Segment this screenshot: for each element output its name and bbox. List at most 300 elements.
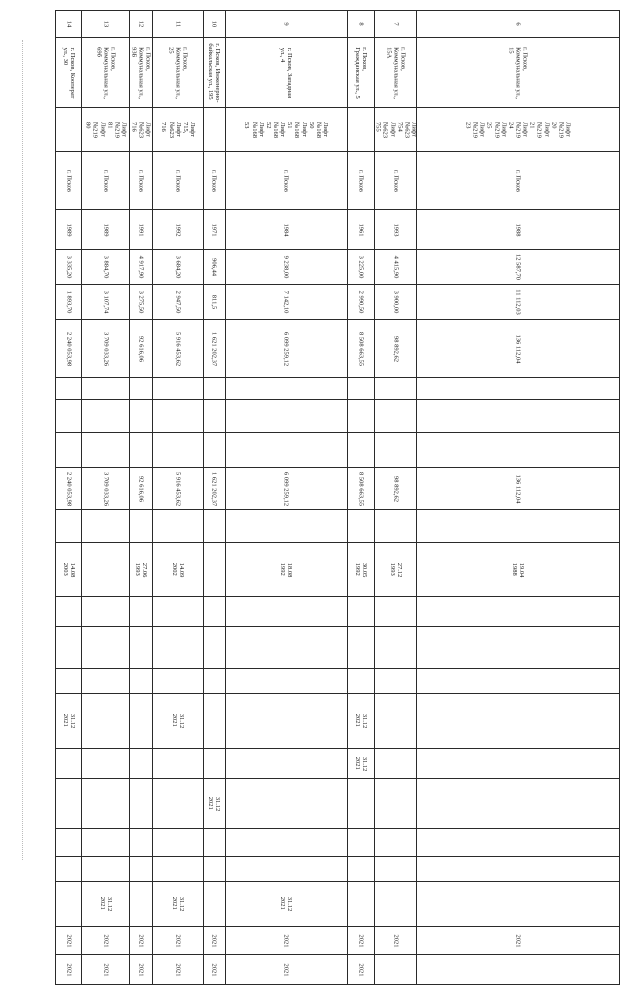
- cell-text: 2021: [174, 934, 182, 947]
- row-number: 6: [514, 22, 522, 26]
- cell-text: 2 990,50: [357, 290, 365, 314]
- cell-text: 136 112,04: [514, 473, 522, 504]
- cell-text: Лифт №219 81 Лифт №219 80: [84, 121, 128, 138]
- address-text: г. Псков, Гражданская ул., 5: [353, 46, 368, 99]
- cell-text: г. Псков: [282, 169, 290, 192]
- cell-text: 2 240 053,98: [65, 331, 73, 366]
- table-cell: [203, 378, 225, 400]
- table-cell: [82, 400, 130, 433]
- table-cell: [226, 510, 348, 543]
- table-cell: [203, 400, 225, 433]
- cell-text: 5 916 453,62: [174, 331, 182, 366]
- table-cell: [226, 433, 348, 468]
- table-cell: [153, 857, 204, 882]
- cell-text: 27.12 1993: [388, 562, 403, 577]
- cell-text: г. Псков: [65, 169, 73, 192]
- address-text: г. Псков, Коммунальная ул., 69б: [95, 46, 117, 99]
- row-number: 12: [137, 20, 145, 28]
- table-row: [56, 669, 620, 694]
- cell-text: г. Псков: [210, 169, 218, 192]
- cell-text: 18.08 1992: [279, 562, 294, 577]
- table-cell: [153, 882, 204, 927]
- table-cell: [374, 152, 417, 210]
- cell-text: 31.12 2021: [207, 796, 222, 811]
- cell-text: 7 142,10: [282, 290, 290, 314]
- table-cell: [82, 882, 130, 927]
- row-number: 14: [65, 20, 73, 28]
- table-cell: [226, 694, 348, 749]
- cell-text: 31.12 2021: [353, 713, 368, 729]
- table-cell: [56, 857, 82, 882]
- table-cell: [347, 882, 374, 927]
- table-row: [56, 108, 620, 152]
- cell-text: 31.12 2021: [170, 713, 186, 729]
- table-cell: [56, 779, 82, 829]
- table-cell: [56, 669, 82, 694]
- table-cell: [82, 749, 130, 779]
- address-text: г. Псков, Кооперат ул., 30: [61, 47, 76, 98]
- table-cell: [153, 285, 204, 320]
- table-cell: [374, 320, 417, 378]
- table-cell: [226, 108, 348, 152]
- table-cell: [129, 11, 152, 38]
- table-cell: [417, 694, 620, 749]
- table-cell: [82, 955, 130, 985]
- cell-text: 8 508 663,55: [357, 471, 365, 506]
- table-cell: [374, 882, 417, 927]
- table-cell: [203, 38, 225, 108]
- cell-text: 2 947,50: [174, 290, 182, 314]
- table-cell: [129, 955, 152, 985]
- table-cell: [82, 627, 130, 669]
- cell-text: 2021: [174, 963, 182, 976]
- table-cell: [129, 152, 152, 210]
- table-cell: [347, 669, 374, 694]
- cell-text: 1 893,70: [65, 290, 73, 314]
- cell-text: 1988: [514, 223, 522, 236]
- cell-text: 4 415,90: [392, 255, 400, 279]
- table-cell: [226, 627, 348, 669]
- row-number: 8: [357, 22, 365, 26]
- table-row: [56, 510, 620, 543]
- table-cell: [153, 400, 204, 433]
- table-cell: [226, 152, 348, 210]
- table-cell: [226, 882, 348, 927]
- table-row: [56, 597, 620, 627]
- table-cell: [226, 378, 348, 400]
- table-cell: [56, 108, 82, 152]
- table-cell: [374, 11, 417, 38]
- table-cell: [226, 779, 348, 829]
- table-cell: [374, 829, 417, 857]
- table-cell: [417, 510, 620, 543]
- row-number: 13: [102, 20, 110, 28]
- table-cell: [203, 669, 225, 694]
- cell-text: 3 900,00: [392, 290, 400, 314]
- table-row: [56, 433, 620, 468]
- table-cell: [56, 285, 82, 320]
- cell-text: 31.12 2021: [170, 896, 186, 912]
- cell-text: 6 099 259,12: [282, 471, 290, 506]
- table-cell: [347, 627, 374, 669]
- table-cell: [129, 250, 152, 285]
- table-row: [56, 468, 620, 510]
- address-text: г. Псков, Коммунальная ул., 15А: [385, 46, 407, 99]
- table-cell: [153, 468, 204, 510]
- table-cell: [129, 433, 152, 468]
- table-row: [56, 250, 620, 285]
- address-text: г. Псков, Западная ул., 4: [279, 47, 294, 98]
- table-cell: [56, 749, 82, 779]
- table-cell: [129, 400, 152, 433]
- cell-text: 3 335,20: [65, 255, 73, 279]
- cell-text: 3 709 033,26: [102, 331, 110, 366]
- cell-text: 6 099 259,12: [282, 331, 290, 366]
- table-cell: [347, 152, 374, 210]
- table-cell: [347, 543, 374, 597]
- cell-text: г. Псков: [514, 169, 522, 192]
- table-cell: [203, 829, 225, 857]
- table-cell: [203, 857, 225, 882]
- table-cell: [153, 108, 204, 152]
- table-cell: [417, 927, 620, 955]
- row-number: 10: [210, 20, 218, 28]
- table-cell: [203, 882, 225, 927]
- cell-text: 136 112,04: [514, 333, 522, 364]
- row-number: 11: [174, 20, 182, 28]
- table-cell: [129, 378, 152, 400]
- table-cell: [417, 210, 620, 250]
- table-cell: [153, 11, 204, 38]
- table-cell: [417, 378, 620, 400]
- cell-text: Лифт №219 20 Лифт №219 21 Лифт №219 24 Лифт №219 25 Лифт №219 23: [464, 121, 572, 138]
- table-cell: [347, 829, 374, 857]
- cell-text: 811,5: [210, 294, 218, 310]
- table-cell: [129, 829, 152, 857]
- table-cell: [203, 694, 225, 749]
- table-cell: [82, 152, 130, 210]
- table-cell: [153, 597, 204, 627]
- table-cell: [56, 400, 82, 433]
- table-cell: [129, 210, 152, 250]
- table-cell: [203, 779, 225, 829]
- table-cell: [56, 829, 82, 857]
- table-row: [56, 285, 620, 320]
- table-row: [56, 955, 620, 985]
- table-cell: [417, 250, 620, 285]
- table-cell: [129, 669, 152, 694]
- row-number: 9: [282, 22, 290, 26]
- cell-text: 1 621 202,37: [210, 331, 218, 366]
- table-cell: [226, 11, 348, 38]
- table-cell: [82, 378, 130, 400]
- cell-text: 31.12 2021: [61, 713, 76, 729]
- table-cell: [153, 779, 204, 829]
- table-cell: [417, 152, 620, 210]
- table-cell: [129, 779, 152, 829]
- table-cell: [417, 857, 620, 882]
- table-cell: [203, 510, 225, 543]
- table-cell: [374, 510, 417, 543]
- table-cell: [129, 597, 152, 627]
- address-text: г. Псков, Коммунальная ул., 93Б: [130, 46, 152, 99]
- table-cell: [347, 38, 374, 108]
- table-cell: [129, 543, 152, 597]
- cell-text: 31.12 2021: [279, 896, 294, 912]
- table-cell: [56, 38, 82, 108]
- table-cell: [82, 857, 130, 882]
- table-cell: [153, 320, 204, 378]
- table-cell: [226, 285, 348, 320]
- table-cell: [203, 627, 225, 669]
- table-row: [56, 400, 620, 433]
- table-cell: [226, 857, 348, 882]
- cell-text: 98 892,62: [392, 475, 400, 502]
- table-cell: [56, 152, 82, 210]
- cell-text: 2021: [210, 963, 218, 976]
- cell-text: 98 892,62: [392, 335, 400, 362]
- table-cell: [153, 378, 204, 400]
- table-cell: [417, 11, 620, 38]
- cell-text: г. Псков: [357, 169, 365, 192]
- table-row: [56, 11, 620, 38]
- cell-text: 14.09 2002: [170, 562, 186, 577]
- table-cell: [417, 749, 620, 779]
- table-cell: [374, 378, 417, 400]
- table-cell: [203, 543, 225, 597]
- table-cell: [347, 779, 374, 829]
- cell-text: 1 621 202,37: [210, 471, 218, 506]
- cell-text: 3 684,20: [174, 255, 182, 279]
- cell-text: Лифт №623 754 Лифт №623 755: [374, 121, 418, 138]
- table-cell: [226, 400, 348, 433]
- cell-text: 2021: [102, 934, 110, 947]
- row-number: 7: [392, 22, 400, 26]
- table-cell: [82, 829, 130, 857]
- table-cell: [226, 669, 348, 694]
- cell-text: 30.05 1992: [353, 562, 368, 577]
- table-cell: [347, 857, 374, 882]
- cell-text: 31.12 2021: [98, 896, 113, 912]
- cell-text: 92 616,06: [137, 335, 145, 362]
- table-cell: [82, 927, 130, 955]
- table-cell: [417, 882, 620, 927]
- table-cell: [417, 627, 620, 669]
- table-cell: [417, 38, 620, 108]
- table-cell: [56, 468, 82, 510]
- table-cell: [56, 543, 82, 597]
- table-cell: [153, 433, 204, 468]
- table-cell: [374, 955, 417, 985]
- table-cell: [56, 433, 82, 468]
- table-cell: [347, 320, 374, 378]
- table-cell: [226, 320, 348, 378]
- table-cell: [153, 927, 204, 955]
- table-cell: [347, 400, 374, 433]
- table-cell: [82, 11, 130, 38]
- table-cell: [82, 669, 130, 694]
- cell-text: Лифт №623 716: [130, 121, 152, 138]
- table-cell: [82, 779, 130, 829]
- table-cell: [226, 749, 348, 779]
- table-cell: [56, 378, 82, 400]
- table-cell: [374, 857, 417, 882]
- table-cell: [129, 320, 152, 378]
- table-cell: [82, 250, 130, 285]
- table-cell: [203, 11, 225, 38]
- cell-text: Лифт 715, Лифт №623 716: [160, 121, 196, 138]
- table-cell: [129, 510, 152, 543]
- table-cell: [82, 510, 130, 543]
- table-cell: [417, 285, 620, 320]
- table-cell: [374, 210, 417, 250]
- cell-text: 2021: [65, 963, 73, 976]
- table-cell: [129, 927, 152, 955]
- cell-text: 4 917,90: [137, 255, 145, 279]
- cell-text: 19.04 1988: [511, 562, 526, 577]
- table-cell: [203, 597, 225, 627]
- cell-text: 2021: [65, 934, 73, 947]
- table-cell: [153, 210, 204, 250]
- table-cell: [347, 927, 374, 955]
- table-row: [56, 749, 620, 779]
- table-cell: [129, 694, 152, 749]
- table-cell: [374, 108, 417, 152]
- table-cell: [56, 955, 82, 985]
- table-cell: [374, 927, 417, 955]
- cell-text: 3 107,74: [102, 290, 110, 314]
- table-cell: [203, 152, 225, 210]
- table-cell: [374, 285, 417, 320]
- table-cell: [347, 955, 374, 985]
- table-cell: [374, 779, 417, 829]
- cell-text: 1961: [357, 223, 365, 236]
- cell-text: 2021: [282, 934, 290, 947]
- table-cell: [153, 250, 204, 285]
- table-cell: [153, 152, 204, 210]
- table-cell: [82, 694, 130, 749]
- table-row: [56, 779, 620, 829]
- cell-text: 2021: [137, 963, 145, 976]
- cell-text: г. Псков: [102, 169, 110, 192]
- table-cell: [226, 927, 348, 955]
- table-cell: [203, 320, 225, 378]
- table-cell: [153, 38, 204, 108]
- cell-text: 3 225,00: [357, 255, 365, 279]
- table-cell: [347, 285, 374, 320]
- table-cell: [82, 285, 130, 320]
- cell-text: 1992: [174, 223, 182, 236]
- table-cell: [56, 597, 82, 627]
- table-cell: [347, 510, 374, 543]
- table-cell: [374, 694, 417, 749]
- table-cell: [347, 597, 374, 627]
- cell-text: г. Псков: [174, 169, 182, 192]
- table-cell: [417, 779, 620, 829]
- table-row: [56, 152, 620, 210]
- table-cell: [129, 749, 152, 779]
- address-text: г. Псков, Инженерно- байкальская ул., 195: [207, 42, 222, 103]
- table-cell: [374, 468, 417, 510]
- table-cell: [56, 882, 82, 927]
- table-cell: [129, 38, 152, 108]
- cell-text: Лифт №168 50 Лифт №168 51 Лифт №168 52 Лифт №168 53: [243, 121, 330, 138]
- cell-text: 2021: [514, 934, 522, 947]
- table-cell: [82, 597, 130, 627]
- cell-text: 2021: [210, 934, 218, 947]
- table-cell: [153, 955, 204, 985]
- table-cell: [226, 955, 348, 985]
- cell-text: 2021: [357, 934, 365, 947]
- table-cell: [153, 510, 204, 543]
- table-cell: [56, 694, 82, 749]
- cell-text: 2021: [137, 934, 145, 947]
- table-cell: [203, 108, 225, 152]
- cell-text: 31.12 2021: [353, 756, 368, 771]
- table-cell: [203, 433, 225, 468]
- cell-text: 2021: [392, 934, 400, 947]
- table-row: [56, 543, 620, 597]
- table-cell: [417, 669, 620, 694]
- table-row: [56, 882, 620, 927]
- table-cell: [129, 468, 152, 510]
- table-cell: [153, 669, 204, 694]
- table-cell: [82, 38, 130, 108]
- cell-text: 2 240 053,98: [65, 471, 73, 506]
- table-cell: [374, 749, 417, 779]
- table-cell: [82, 433, 130, 468]
- table-cell: [129, 627, 152, 669]
- table-cell: [226, 468, 348, 510]
- table-cell: [347, 749, 374, 779]
- table-cell: [82, 210, 130, 250]
- table-cell: [56, 250, 82, 285]
- cell-text: 3 884,70: [102, 255, 110, 279]
- table-cell: [347, 433, 374, 468]
- cell-text: 3 709 033,26: [102, 471, 110, 506]
- table-cell: [347, 210, 374, 250]
- table-cell: [203, 285, 225, 320]
- table-cell: [203, 927, 225, 955]
- cell-text: 8 508 663,55: [357, 331, 365, 366]
- registry-table-wrap: [55, 10, 620, 976]
- cell-text: 92 616,06: [137, 475, 145, 502]
- table-cell: [82, 543, 130, 597]
- cell-text: 9 238,00: [282, 255, 290, 279]
- table-cell: [226, 210, 348, 250]
- cell-text: 14.08 2003: [61, 562, 76, 577]
- table-row: [56, 320, 620, 378]
- table-cell: [417, 597, 620, 627]
- table-row: [56, 378, 620, 400]
- table-row: [56, 694, 620, 749]
- table-cell: [203, 749, 225, 779]
- table-cell: [347, 11, 374, 38]
- table-cell: [374, 627, 417, 669]
- cell-text: 3 275,50: [137, 290, 145, 314]
- address-text: г. Псков, Коммунальная ул., 15: [507, 46, 529, 99]
- table-cell: [374, 669, 417, 694]
- cell-text: 2021: [282, 963, 290, 976]
- table-cell: [82, 320, 130, 378]
- table-cell: [417, 433, 620, 468]
- table-cell: [203, 955, 225, 985]
- table-cell: [56, 320, 82, 378]
- table-row: [56, 210, 620, 250]
- table-cell: [374, 38, 417, 108]
- table-cell: [417, 543, 620, 597]
- table-cell: [82, 108, 130, 152]
